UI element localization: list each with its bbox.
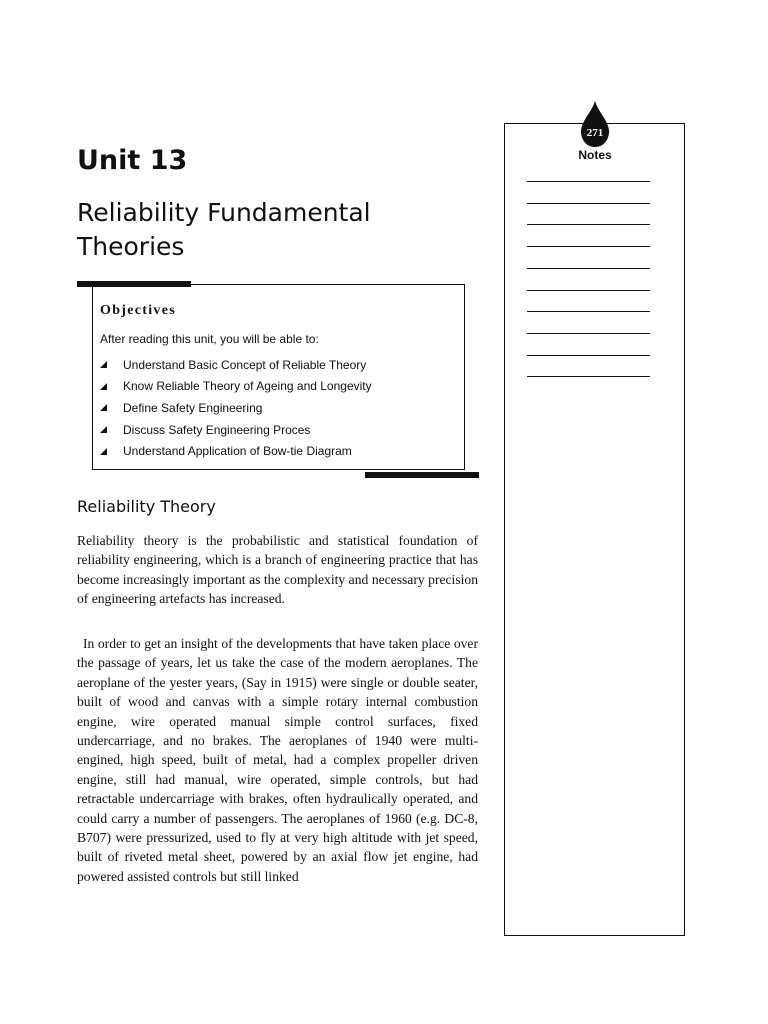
triangle-bullet-icon xyxy=(100,383,107,390)
triangle-bullet-icon xyxy=(100,404,107,411)
objective-item xyxy=(100,419,372,441)
objectives-box-rule xyxy=(365,472,479,478)
drop-icon xyxy=(580,100,610,148)
objective-text: Understand Basic Concept of Reliable Theory xyxy=(123,357,367,372)
body-paragraph: Reliability theory is the probabilistic and statistical foundation of reliability engineering, which is a branch of engineering practice that has become increasingly important as the complexity and necessary precision of engineering artefacts has increased. xyxy=(77,533,478,607)
note-line xyxy=(527,355,650,356)
objective-text: Discuss Safety Engineering Proces xyxy=(123,422,311,437)
section-heading: Reliability Theory xyxy=(77,497,216,516)
triangle-bullet-icon xyxy=(100,361,107,368)
note-line xyxy=(527,376,650,377)
objectives-list xyxy=(100,354,372,462)
body-paragraph: In order to get an insight of the developments that have taken place over the passage of years, let us take the case of the modern aeroplanes. The aeroplane of the yester years, (Say in 1915) were single or double seater, built of wood and canvas with a simple rotary internal combustion engine, wire operated manual simple control surfaces, fixed undercarriage, and no brakes. The aeroplanes of 1940 were multi-engined, high speed, built of metal, had a complex propeller driven engine, still had manual, wire operated, simple controls, but had retractable undercarriage with brakes, often hydraulically operated, and could carry a number of passengers. The aeroplanes of 1960 (e.g. DC-8, B707) were pressurized, used to fly at very high altitude with jet speed, built of riveted metal sheet, powered by an axial flow jet engine, had powered assisted controls but still linked xyxy=(77,636,478,884)
page-number: 271 xyxy=(586,127,604,139)
objective-item xyxy=(100,440,372,462)
objective-text: Know Reliable Theory of Ageing and Longevity xyxy=(123,379,372,394)
notes-label: Notes xyxy=(578,148,612,162)
objective-text: Define Safety Engineering xyxy=(123,400,263,415)
objective-text: Understand Application of Bow-tie Diagram xyxy=(123,444,352,459)
unit-label: Unit 13 xyxy=(77,145,188,176)
objectives-heading: Objectives xyxy=(100,303,176,318)
note-line xyxy=(527,311,650,312)
note-line xyxy=(527,224,650,225)
note-line xyxy=(527,268,650,269)
objective-item xyxy=(100,376,372,398)
note-line xyxy=(527,181,650,182)
triangle-bullet-icon xyxy=(100,426,107,433)
objective-item xyxy=(100,354,372,376)
note-line xyxy=(527,246,650,247)
note-line xyxy=(527,333,650,334)
note-line xyxy=(527,290,650,291)
chapter-title: Reliability Fundamental Theories xyxy=(77,198,371,261)
triangle-bullet-icon xyxy=(100,448,107,455)
note-line xyxy=(527,203,650,204)
notes-panel xyxy=(504,123,685,936)
objectives-intro: After reading this unit, you will be able to: xyxy=(100,332,319,346)
objective-item xyxy=(100,397,372,419)
